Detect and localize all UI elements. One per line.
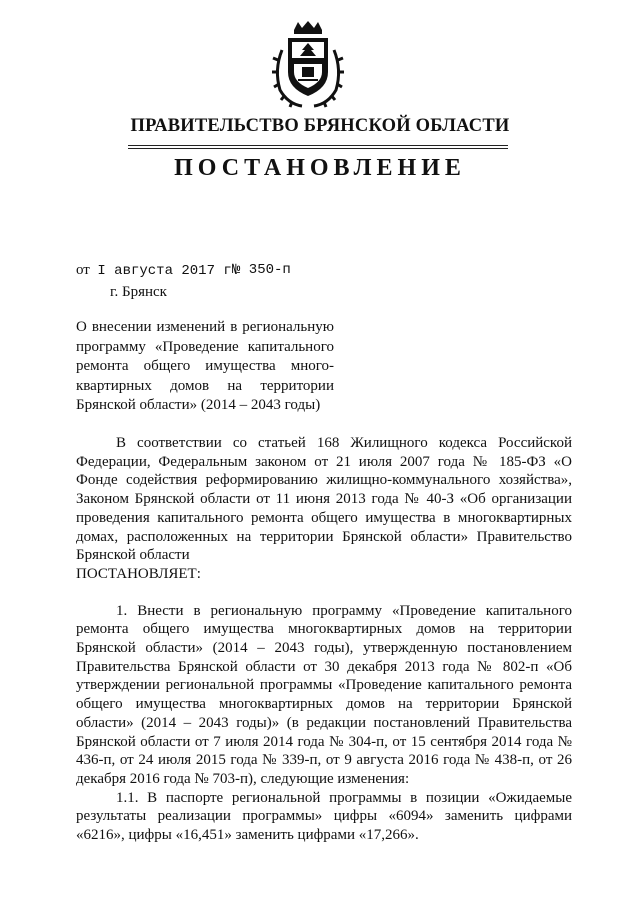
subject-line: ремонта общего имущества много- [76, 358, 334, 374]
preamble-paragraph: В соответствии со статьей 168 Жилищного кодекса Российской Федерации, Федеральным законом от 21 июля 2007 года № 185-ФЗ «О Фонде содействия реформированию жилищно-коммунального хозяйства», Законом Брянской области от 11 июня 2013 года № 40-З «Об организации проведения капитального ремонта общего имущества в многоквартирных домах, расположенных на территории Брянской области» Правительство Брянской области [76, 435, 572, 564]
subject-line: Брянской области» (2014 – 2043 годы) [76, 397, 321, 413]
item-1-paragraph: 1. Внести в региональную программу «Проведение капитального ремонта общего имущества многоквартирных домов на территории Брянской области» (2014 – 2043 годы), утвержденную постановлением Правительства Брянской области от 30 декабря 2013 года № 802-п «Об утверждении региональной программы «Проведение капитального ремонта общего имущества многоквартирных домов на территории Брянской области» (2014 – 2043 годы)» (в редакции постановлений Правительства Брянской области от 7 июля 2014 года № 304-п, от 15 сентября 2014 года № 436-п, от 24 июля 2015 года № 339-п, от 9 августа 2016 года № 438-п, от 26 декабря 2016 года № 703-п), следующие изменения: [76, 602, 572, 787]
document-body [76, 434, 572, 845]
document-date: I августа 2017 г. [97, 263, 241, 279]
subject-line: О внесении изменений в региональную [76, 319, 334, 335]
document-number: № 350-п [232, 262, 291, 278]
date-prefix: от [76, 262, 90, 278]
title-rule-lower [128, 148, 508, 149]
title-rule-upper [128, 145, 508, 146]
document-type: ПОСТАНОВЛЕНИЕ [174, 155, 466, 181]
government-title: ПРАВИТЕЛЬСТВО БРЯНСКОЙ ОБЛАСТИ [130, 116, 510, 136]
decree-word: ПОСТАНОВЛЯЕТ: [76, 565, 201, 582]
item-1-1-paragraph: 1.1. В паспорте региональной программы в позиции «Ожидаемые результаты реализации программы» цифры «6094» заменить цифрами «6216», цифры «16,451» заменить цифрами «17,266». [76, 789, 572, 844]
city: г. Брянск [110, 284, 167, 300]
subject-line: программу «Проведение капитального [76, 338, 334, 355]
document-subject [76, 318, 334, 416]
subject-line: квартирных домов на территории [76, 377, 334, 394]
date-line [76, 262, 291, 279]
coat-of-arms-icon [272, 20, 344, 110]
